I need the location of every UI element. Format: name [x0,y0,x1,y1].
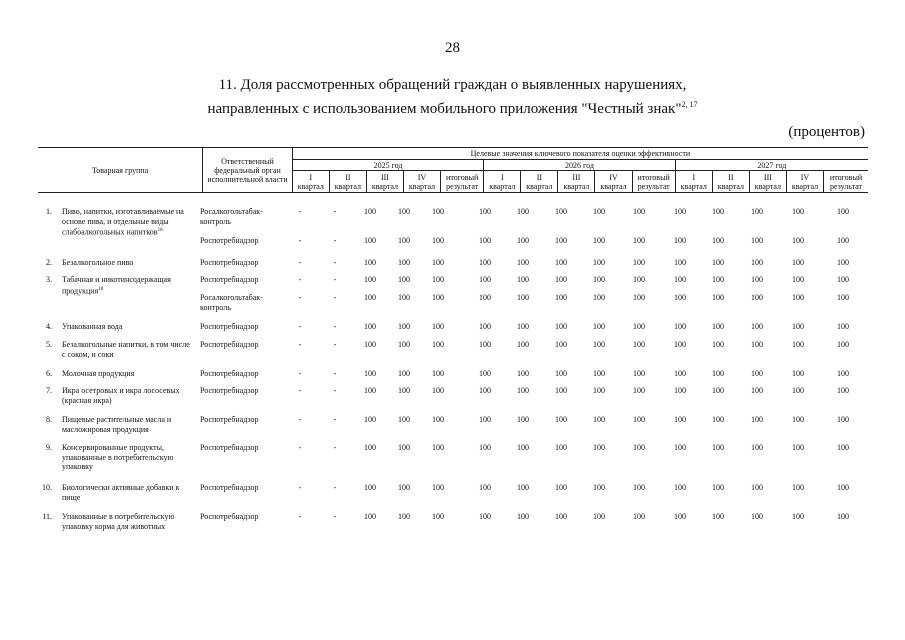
table-cell: - [298,369,302,378]
header-quarter-word: квартал [717,181,744,191]
header-year: 2026 год [484,160,675,171]
table-cell: 100 [479,258,491,267]
header-quarter-label: III [380,172,389,182]
row-product-group [62,386,194,405]
row-number: 4. [46,322,52,331]
table-cell: - [333,443,337,452]
table-cell: 100 [398,236,410,245]
table-cell: 100 [517,386,529,395]
row-number: 8. [46,415,52,424]
row-product-group-text: Молочная продукция [62,369,135,378]
table-cell: 100 [364,340,376,349]
table-cell: 100 [837,207,849,216]
table-cell: 100 [398,258,410,267]
table-cell: 100 [517,369,529,378]
row-number: 3. [46,275,52,284]
row-authority: Роспотребнадзор [200,415,259,424]
table-cell: 100 [398,415,410,424]
table-cell: 100 [479,340,491,349]
header-quarter-label: I [500,172,504,182]
table-cell: 100 [674,443,686,452]
table-cell: 100 [555,483,567,492]
table-cell: 100 [555,258,567,267]
table-cell: 100 [398,293,410,302]
table-cell: 100 [751,512,763,521]
table-cell: 100 [555,369,567,378]
table-cell: - [298,415,302,424]
table-cell: 100 [633,443,645,452]
table-cell: 100 [792,386,804,395]
row-product-group-text: Икра осетровых и икра лососевых (красная икра) [62,386,180,405]
table-cell: 100 [364,236,376,245]
header-quarter-word: квартал [754,181,782,191]
table-cell: 100 [751,443,763,452]
row-product-group-text: Пиво, напитки, изготавливаемые на основе пива, и отдельные виды слабоалкогольных напитков [62,207,184,237]
row-product-group [62,258,194,268]
table-cell: 100 [432,236,444,245]
table-cell: 100 [517,483,529,492]
table-cell: 100 [674,386,686,395]
header-quarter-word: квартал [489,181,516,191]
header-quarter-word: квартал [371,181,399,191]
row-number: 1. [46,207,52,216]
table-cell: 100 [837,322,849,331]
header-quarter-word: квартал [408,181,436,191]
table-cell: 100 [792,512,804,521]
table-cell: 100 [751,415,763,424]
table-cell: 100 [837,293,849,302]
row-product-group [62,483,194,502]
header-quarter-label: III [763,172,772,182]
header-group: Товарная группа [38,148,203,193]
table-cell: 100 [792,258,804,267]
header-quarter-word: результат [637,181,670,191]
title-line-1: 11. Доля рассмотренных обращений граждан о выявленных нарушениях, [218,77,687,93]
table-cell: 100 [517,258,529,267]
header-quarter-word: квартал [563,181,590,191]
table-cell: 100 [593,386,605,395]
table-cell: 100 [479,512,491,521]
table-cell: 100 [792,293,804,302]
table-cell: 100 [633,386,645,395]
row-authority: Роспотребнадзор [200,483,259,492]
table-cell: - [298,512,302,521]
row-product-group-text: Консервированные продукты, упакованные в потребительскую упаковку [62,443,174,471]
table-cell: - [333,415,337,424]
table-cell: 100 [712,275,724,284]
table-cell: 100 [837,275,849,284]
table-cell: 100 [593,258,605,267]
header-quarter-label: II [728,172,734,182]
table-cell: 100 [593,512,605,521]
table-cell: 100 [633,369,645,378]
table-cell: 100 [517,340,529,349]
table-cell: 100 [398,512,410,521]
table-cell: 100 [674,258,686,267]
table-cell: 100 [633,293,645,302]
table-cell: 100 [517,322,529,331]
row-number: 11. [42,512,52,521]
row-product-group-text: Упакованная вода [62,322,123,331]
row-product-group [62,340,194,359]
row-product-group-text: Табачная и никотинсодержащая продукция [62,275,171,296]
table-cell: 100 [751,207,763,216]
table-cell: - [333,258,337,267]
table-cell: 100 [364,293,376,302]
row-number: 6. [46,369,52,378]
row-product-group-text: Биологически активные добавки к пище [62,483,180,502]
table-cell: 100 [593,340,605,349]
table-cell: 100 [555,340,567,349]
header-quarter-label: IV [609,172,618,182]
table-cell: 100 [792,207,804,216]
table-cell: 100 [712,512,724,521]
table-cell: 100 [432,386,444,395]
header-quarter-word: квартал [680,181,707,191]
table-cell: - [298,483,302,492]
header-quarter-word: квартал [526,181,553,191]
table-cell: - [298,236,302,245]
header-quarter-label: III [572,172,581,182]
table-cell: 100 [364,415,376,424]
table-cell: 100 [364,322,376,331]
table-cell: 100 [432,322,444,331]
table-cell: 100 [398,322,410,331]
row-product-group [62,512,194,531]
table-cell: 100 [517,236,529,245]
table-cell: 100 [517,415,529,424]
table-cell: 100 [398,275,410,284]
table-cell: 100 [792,275,804,284]
table-cell: 100 [674,483,686,492]
table-cell: - [333,236,337,245]
table-cell: 100 [633,512,645,521]
table-cell: 100 [792,369,804,378]
table-cell: 100 [432,512,444,521]
table-cell: 100 [517,293,529,302]
table-cell: 100 [792,322,804,331]
row-product-group [62,443,194,472]
table-cell: 100 [555,207,567,216]
table-cell: 100 [432,258,444,267]
header-quarter-label: IV [800,172,810,182]
table-cell: 100 [364,258,376,267]
table-cell: 100 [792,443,804,452]
table-cell: 100 [593,415,605,424]
table-cell: 100 [593,293,605,302]
table-cell: - [333,322,337,331]
table-cell: 100 [555,293,567,302]
row-authority: Росалкогольтабак-контроль [200,207,263,226]
table-cell: - [333,483,337,492]
table-cell: 100 [398,443,410,452]
row-number: 5. [46,340,52,349]
table-cell: 100 [674,207,686,216]
table-cell: 100 [633,275,645,284]
table-cell: 100 [479,443,491,452]
table-cell: 100 [633,415,645,424]
row-number: 2. [46,258,52,267]
table-cell: - [298,293,302,302]
table-cell: 100 [674,415,686,424]
table-cell: 100 [432,293,444,302]
table-cell: 100 [364,207,376,216]
table-cell: 100 [712,340,724,349]
row-product-group-text: Пищевые растительные масла и масложировая продукция [62,415,172,434]
table-cell: 100 [432,483,444,492]
table-cell: 100 [432,415,444,424]
row-authority: Роспотребнадзор [200,236,259,245]
row-authority: Роспотребнадзор [200,512,259,521]
table-cell: 100 [674,512,686,521]
table-cell: 100 [479,386,491,395]
row-authority: Роспотребнадзор [200,258,259,267]
table-cell: 100 [751,340,763,349]
table-cell: 100 [479,483,491,492]
table-cell: 100 [751,369,763,378]
table-cell: 100 [432,340,444,349]
table-cell: 100 [479,207,491,216]
table-cell: 100 [712,293,724,302]
table-cell: 100 [712,236,724,245]
table-cell: 100 [674,340,686,349]
row-authority: Роспотребнадзор [200,322,259,331]
row-product-group-text: Упакованные в потребительскую упаковку корма для животных [62,512,175,531]
header-quarter-word: квартал [297,181,324,191]
table-cell: 100 [555,512,567,521]
header-quarter-word: результат [446,181,479,191]
table-cell: 100 [555,236,567,245]
table-cell: 100 [712,369,724,378]
table-cell: 100 [364,386,376,395]
table-cell: 100 [517,275,529,284]
header-quarter-word: результат [829,181,863,191]
table-cell: 100 [837,340,849,349]
row-authority: Роспотребнадзор [200,443,259,452]
table-cell: 100 [479,293,491,302]
title-line-2-text: направленных с использованием мобильного приложения "Честный знак" [207,101,682,117]
row-footnote: 18 [98,286,104,292]
row-authority: Роспотребнадзор [200,369,259,378]
table-cell: 100 [432,369,444,378]
row-product-group [62,207,194,237]
row-authority: Роспотребнадзор [200,386,259,395]
header-quarter-label: II [345,172,351,182]
header-target: Целевые значения ключевого показателя оценки эффективности [292,148,868,160]
table-cell: 100 [674,236,686,245]
header-quarter-word: квартал [600,181,627,191]
table-cell: - [333,293,337,302]
table-cell: 100 [593,483,605,492]
table-cell: 100 [432,275,444,284]
table-cell: 100 [593,322,605,331]
table-cell: 100 [364,275,376,284]
table-cell: - [298,207,302,216]
table-cell: 100 [712,386,724,395]
table-cell: 100 [633,340,645,349]
table-cell: 100 [837,483,849,492]
table-cell: 100 [593,236,605,245]
header-quarter-label: II [536,172,543,182]
table-cell: 100 [555,275,567,284]
table-cell: 100 [751,293,763,302]
title-footnote: 2, 17 [681,100,698,109]
table-cell: 100 [555,386,567,395]
table-cell: - [333,369,337,378]
table-cell: 100 [837,236,849,245]
table-cell: 100 [633,258,645,267]
table-cell: 100 [792,483,804,492]
header-quarter-label: итоговый [446,172,479,182]
table-cell: - [298,275,302,284]
units-label: (процентов) [788,124,865,140]
row-number: 10. [42,483,52,492]
row-product-group [62,369,194,379]
table-cell: - [298,443,302,452]
table-cell: - [298,386,302,395]
row-footnote: 18 [157,228,163,233]
table-cell: 100 [712,322,724,331]
table-cell: 100 [479,236,491,245]
table-cell: - [333,512,337,521]
row-product-group-text: Безалкогольные напитки, в том числе с соком, и соки [62,340,190,359]
header-quarter-label: I [692,172,696,182]
table-cell: 100 [712,443,724,452]
table-cell: 100 [751,322,763,331]
page-number: 28 [445,40,460,56]
header-quarter-word: квартал [791,181,819,191]
table-cell: 100 [364,369,376,378]
table-cell: 100 [364,483,376,492]
table-cell: 100 [398,483,410,492]
table-cell: - [333,340,337,349]
row-product-group [62,275,194,296]
table-cell: - [333,207,337,216]
header-quarter-label: IV [417,172,427,182]
table-cell: 100 [674,369,686,378]
table-cell: 100 [479,415,491,424]
table-cell: - [298,258,302,267]
table-cell: 100 [712,258,724,267]
table-cell: 100 [517,512,529,521]
table-cell: 100 [674,322,686,331]
table-cell: 100 [593,443,605,452]
row-number: 7. [46,386,52,395]
table-cell: 100 [837,512,849,521]
table-cell: - [333,386,337,395]
table-cell: 100 [712,415,724,424]
header-quarter-word: квартал [334,181,361,191]
table-cell: - [298,322,302,331]
table-cell: 100 [555,415,567,424]
row-authority: Росалкогольтабак-контроль [200,293,263,312]
table-cell: 100 [398,369,410,378]
header-year: 2027 год [675,160,868,171]
table-cell: 100 [712,483,724,492]
row-product-group [62,415,194,434]
table-cell: 100 [593,369,605,378]
header-quarter-label: итоговый [829,172,863,182]
header-authority: Ответственный федеральный орган исполнительной власти [203,148,293,193]
table-cell: 100 [674,275,686,284]
table-cell: - [298,340,302,349]
table-cell: 100 [837,258,849,267]
table-cell: 100 [633,207,645,216]
table-cell: 100 [792,415,804,424]
table-cell: 100 [837,415,849,424]
table-cell: 100 [837,369,849,378]
table-cell: 100 [398,386,410,395]
table-cell: 100 [674,293,686,302]
table-cell: 100 [712,207,724,216]
table-cell: 100 [364,512,376,521]
table-cell: 100 [837,443,849,452]
table-cell: 100 [792,340,804,349]
table-cell: 100 [555,443,567,452]
table-cell: 100 [593,207,605,216]
table-cell: 100 [751,483,763,492]
table-cell: 100 [751,275,763,284]
table-cell: 100 [364,443,376,452]
table-cell: 100 [633,236,645,245]
table-cell: 100 [398,207,410,216]
table-cell: 100 [479,369,491,378]
table-cell: 100 [555,322,567,331]
table-cell: 100 [479,322,491,331]
row-product-group-text: Безалкогольное пиво [62,258,134,267]
table-cell: 100 [633,322,645,331]
table-cell: 100 [751,236,763,245]
table-cell: 100 [837,386,849,395]
table-cell: 100 [751,386,763,395]
table-cell: 100 [398,340,410,349]
header-quarter-label: итоговый [637,172,670,182]
table-cell: 100 [432,207,444,216]
table-cell: 100 [751,258,763,267]
header-year: 2025 год [292,160,483,171]
row-product-group [62,322,194,332]
header-quarter-label: I [309,172,313,182]
row-authority: Роспотребнадзор [200,340,259,349]
table-cell: 100 [792,236,804,245]
table-cell: 100 [593,275,605,284]
row-number: 9. [46,443,52,452]
table-cell: 100 [479,275,491,284]
table-cell: 100 [517,207,529,216]
table-cell: 100 [633,483,645,492]
table-cell: 100 [432,443,444,452]
table-cell: - [333,275,337,284]
row-authority: Роспотребнадзор [200,275,259,284]
table-cell: 100 [517,443,529,452]
